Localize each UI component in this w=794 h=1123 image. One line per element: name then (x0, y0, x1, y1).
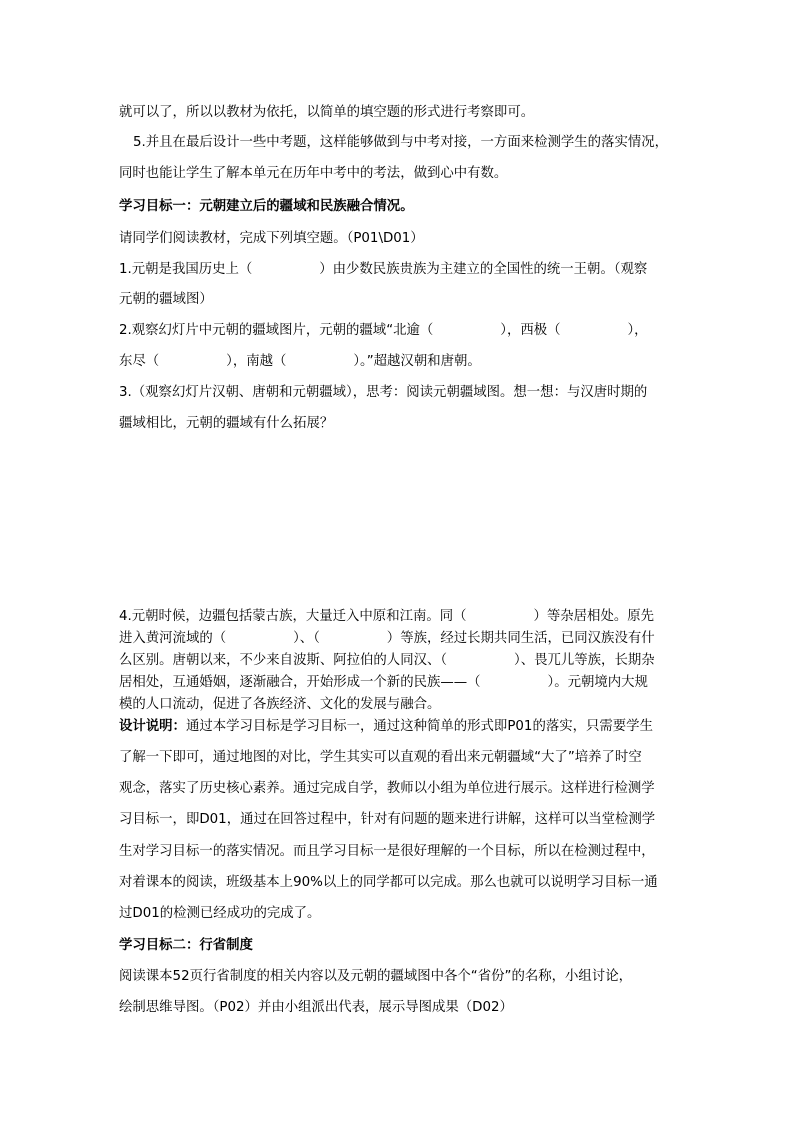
question-4-line: 居相处，互通婚姻，逐渐融合，开始形成一个新的民族——（ ）。元朝境内大规 (119, 675, 648, 690)
design-note-line: 习目标一，即D01，通过在回答过程中，针对有问题的题来进行讲解，这样可以当堂检测学 (119, 812, 656, 827)
design-note-line: 观念，落实了历史核心素养。通过完成自学，教师以小组为单位进行展示。这样进行检测学 (119, 781, 655, 796)
question-4-line: 进入黄河流域的（ ）、（ ）等族，经过长期共同生活，已同汉族没有什 (119, 631, 655, 646)
design-note-line: 生对学习目标一的落实情况。而且学习目标一是很好理解的一个目标，所以在检测过程中， (119, 844, 655, 859)
paragraph-line: 同时也能让学生了解本单元在历年中考中的考法，做到心中有数。 (119, 166, 508, 181)
design-note-text: 通过本学习目标是学习目标一，通过这种简单的形式即P01的落实，只需要学生 (185, 719, 653, 734)
design-note-first-line (119, 719, 653, 735)
design-note-label: 设计说明： (119, 719, 186, 734)
section-heading-goal-2: 学习目标二：行省制度 (119, 938, 253, 953)
question-3-line: 3.（观察幻灯片汉朝、唐朝和元朝疆域），思考：阅读元朝疆域图。想一想：与汉唐时期的 (119, 385, 648, 400)
paragraph-line: 阅读课本52页行省制度的相关内容以及元朝的疆域图中各个“省份”的名称，小组讨论， (119, 969, 632, 984)
question-4-line: 4.元朝时候，边疆包括蒙古族，大量迁入中原和江南。同（ ）等杂居相处。原先 (119, 609, 655, 624)
question-4-line: 模的人口流动，促进了各族经济、文化的发展与融合。 (119, 697, 441, 712)
design-note-line: 了解一下即可，通过地图的对比，学生其实可以直观的看出来元朝疆域“大了”培养了时空 (119, 750, 642, 765)
question-2-line: 东尽（ ），南越（ ）。”超越汉朝和唐朝。 (119, 354, 481, 369)
paragraph-line: 绘制思维导图。（P02）并由小组派出代表，展示导图成果（D02） (119, 1000, 513, 1015)
paragraph-line: 请同学们阅读教材，完成下列填空题。（P01\D01） (119, 231, 424, 246)
question-1-line: 1.元朝是我国历史上（ ）由少数民族贵族为主建立的全国性的统一王朝。（观察 (119, 262, 648, 277)
question-4-line: 么区别。唐朝以来，不少来自波斯、阿拉伯的人同汉、（ ）、畏兀儿等族，长期杂 (119, 653, 655, 668)
paragraph-line: 5.并且在最后设计一些中考题，这样能够做到与中考对接，一方面来检测学生的落实情况， (133, 135, 669, 150)
paragraph-line: 就可以了，所以以教材为依托，以简单的填空题的形式进行考察即可。 (119, 105, 535, 120)
question-3-line: 疆域相比，元朝的疆域有什么拓展？ (119, 416, 334, 431)
question-1-line: 元朝的疆域图） (119, 292, 213, 307)
design-note-line: 对着课本的阅读，班级基本上90%以上的同学都可以完成。那么也就可以说明学习目标一通 (119, 875, 658, 890)
section-heading-goal-1: 学习目标一：元朝建立后的疆域和民族融合情况。 (119, 199, 414, 214)
design-note-line: 过D01的检测已经成功的完成了。 (119, 906, 321, 921)
question-2-line: 2.观察幻灯片中元朝的疆域图片，元朝的疆域“北逾（ ），西极（ ）， (119, 323, 648, 338)
